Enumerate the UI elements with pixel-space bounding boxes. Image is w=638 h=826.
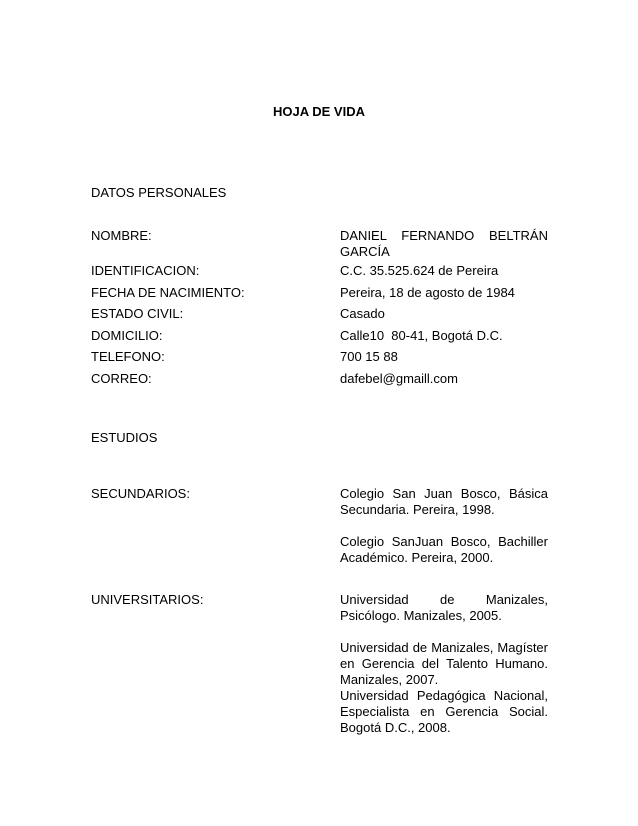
- name-label: NOMBRE:: [91, 228, 152, 243]
- secondary-entry: Colegio San Juan Bosco, Básica Secundaria. Pereira, 1998.: [340, 486, 548, 517]
- secondary-entries: [340, 486, 548, 566]
- university-entry: Universidad Pedagógica Nacional, Especialista en Gerencia Social. Bogotá D.C., 2008.: [340, 688, 548, 735]
- birthdate-label: FECHA DE NACIMIENTO:: [91, 285, 245, 300]
- studies-heading: ESTUDIOS: [91, 430, 158, 445]
- id-value: C.C. 35.525.624 de Pereira: [340, 263, 499, 278]
- document-title: HOJA DE VIDA: [273, 104, 365, 119]
- secondary-label: SECUNDARIOS:: [91, 486, 190, 501]
- address-value: Calle10 80-41, Bogotá D.C.: [340, 328, 503, 343]
- id-label: IDENTIFICACION:: [91, 263, 200, 278]
- university-entry: Universidad de Manizales, Magíster en Gerencia del Talento Humano. Manizales, 2007.: [340, 640, 548, 687]
- birthdate-value: Pereira, 18 de agosto de 1984: [340, 285, 515, 300]
- name-value: [340, 228, 548, 260]
- civil-status-label: ESTADO CIVIL:: [91, 306, 184, 321]
- civil-status-value: Casado: [340, 306, 385, 321]
- email-value: dafebel@gmaill.com: [340, 371, 458, 386]
- phone-value: 700 15 88: [340, 349, 398, 364]
- personal-data-heading: DATOS PERSONALES: [91, 185, 227, 200]
- secondary-entry: Colegio SanJuan Bosco, Bachiller Académico. Pereira, 2000.: [340, 534, 548, 565]
- address-label: DOMICILIO:: [91, 328, 163, 343]
- university-label: UNIVERSITARIOS:: [91, 592, 204, 607]
- phone-label: TELEFONO:: [91, 349, 165, 364]
- university-entries: [340, 592, 548, 736]
- university-entry: Universidad de Manizales, Psicólogo. Manizales, 2005.: [340, 592, 548, 623]
- email-label: CORREO:: [91, 371, 152, 386]
- name-text: DANIEL FERNANDO BELTRÁN GARCÍA: [340, 228, 548, 259]
